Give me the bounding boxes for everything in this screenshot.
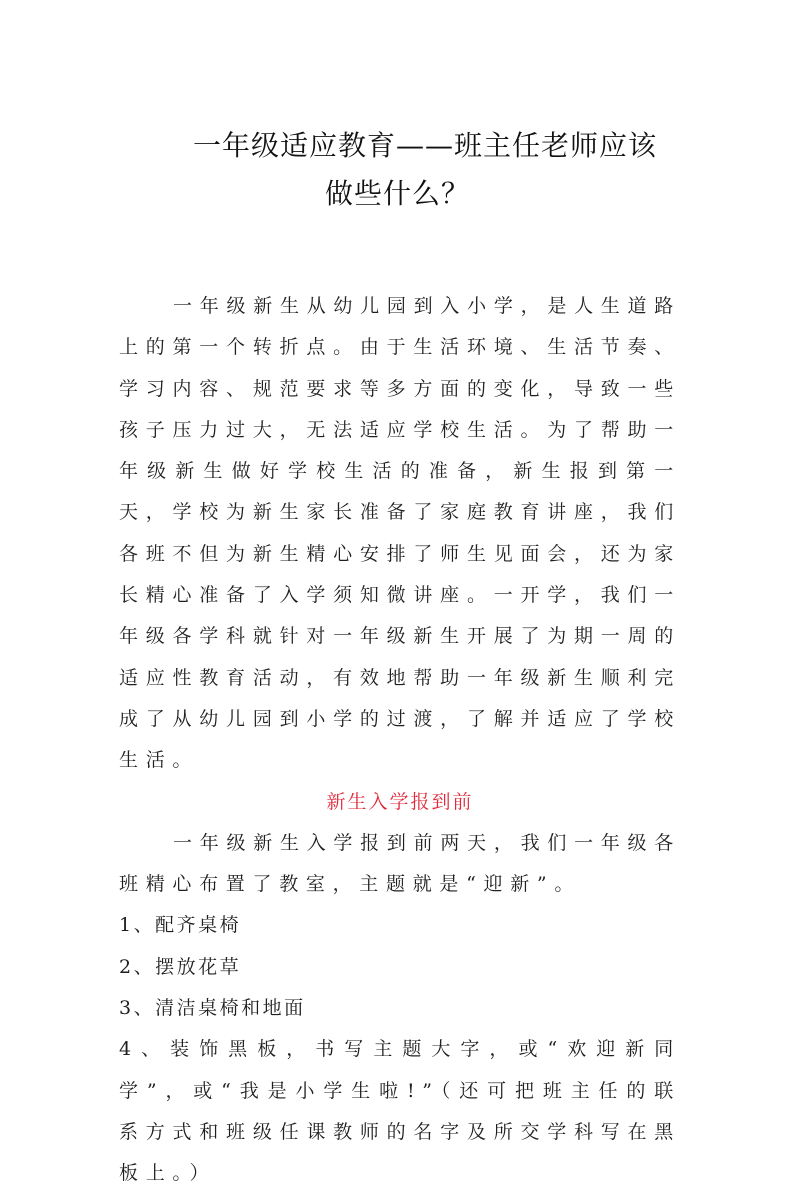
list-item-1: 1、配齐桌椅 [119, 914, 242, 937]
section-heading-before-registration: 新生入学报到前 [326, 790, 474, 813]
list-item-4: 4、装饰黑板，书写主题大字，或“欢迎新同学”，或“我是小学生啦!”（还可把班主任的联系方式和班级任课教师的名字及所交学科写在黑板上。） [119, 1038, 681, 1185]
section-paragraph: 一年级新生入学报到前两天，我们一年级各班精心布置了教室，主题就是“迎新”。 [119, 831, 681, 896]
title-line-2: 做些什么？ [325, 177, 471, 210]
list-item-2: 2、摆放花草 [119, 955, 242, 978]
document-title [0, 122, 793, 218]
intro-paragraph: 一年级新生从幼儿园到入小学，是人生道路上的第一个转折点。由于生活环境、生活节奏、学习内容、规范要求等多方面的变化，导致一些孩子压力过大，无法适应学校生活。为了帮助一年级新生做好学校生活的准备，新生报到第一天，学校为新生家长准备了家庭教育讲座，我们各班不但为新生精心安排了师生见面会，还为家长精心准备了入学须知微讲座。一开学，我们一年级各学科就针对一年级新生开展了为期一周的适应性教育活动，有效地帮助一年级新生顺利完成了从幼儿园到小学的过渡，了解并适应了学校生活。 [119, 295, 681, 772]
document-body [119, 286, 681, 1195]
list-item-3: 3、清洁桌椅和地面 [119, 997, 306, 1020]
title-line-1: 一年级适应教育——班主任老师应该 [193, 129, 658, 162]
